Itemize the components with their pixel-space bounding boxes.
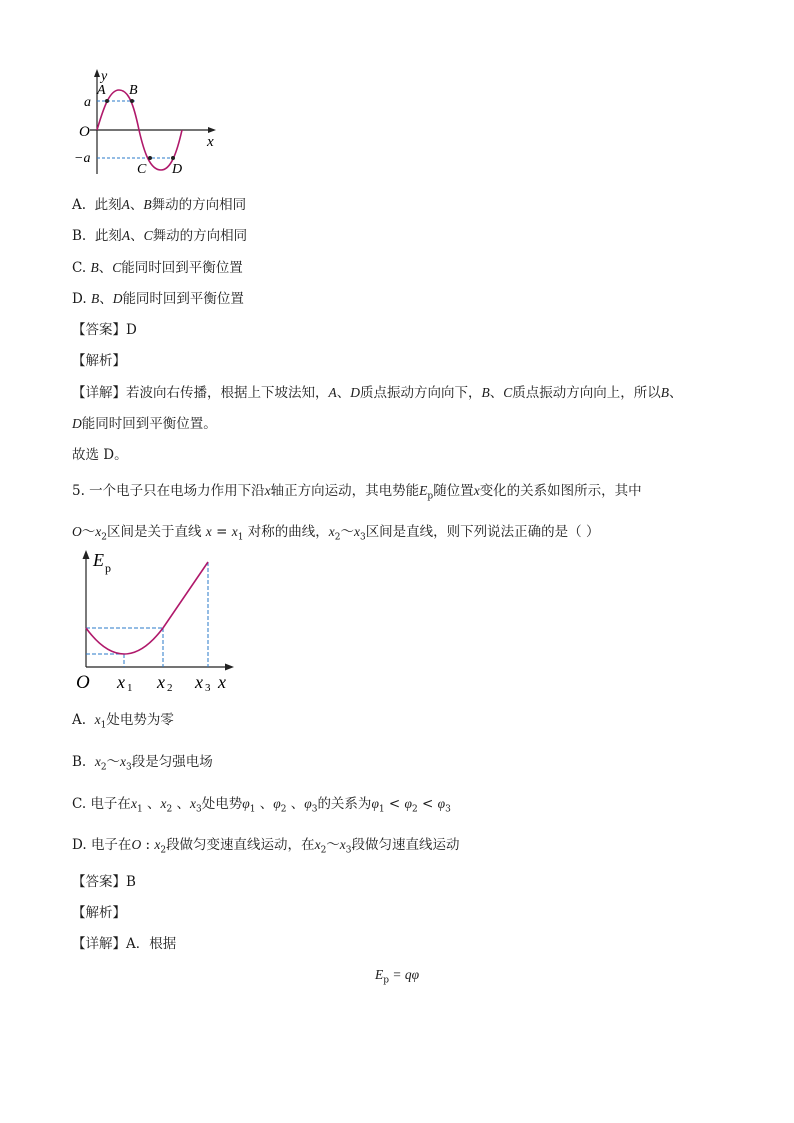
- q4-option-b: B. 此刻A、C舞动的方向相同: [72, 228, 248, 244]
- label-O2: O: [76, 672, 90, 693]
- q5-stem-line-2: $O\sim x_2$区间是关于直线 $x = x_1$ 对称的曲线，$x_2\sim x_3$区间是直线，则下列说法正确的是（ ）: [72, 524, 600, 543]
- q5-formula: $E_p = q\varphi$: [374, 967, 420, 986]
- label-O: O: [79, 124, 90, 140]
- label-B: B: [129, 83, 138, 98]
- ep-y-axis-arrow: [83, 550, 90, 559]
- q4-detail-line-2: D能同时回到平衡位置。: [72, 416, 217, 432]
- label-neg-a: −a: [74, 151, 91, 166]
- point-A: [105, 99, 109, 103]
- q4-detail-line-1: 【详解】若波向右传播，根据上下坡法知，A、D质点振动方向向下，B、C质点振动方向向上，所以B、: [72, 385, 683, 401]
- q5-stem-line-1: 5. 一个电子只在电场力作用下沿x轴正方向运动，其电势能$E_p$随位置x变化的关系如图所示，其中: [72, 483, 642, 502]
- label-x1: x: [117, 672, 125, 692]
- label-A: A: [97, 83, 106, 98]
- y-axis-arrow: [94, 69, 100, 77]
- x-axis-arrow: [208, 127, 216, 133]
- q5-option-a: A. $x_1$处电势为零: [72, 712, 174, 731]
- q4-analysis-tag: 【解析】: [72, 353, 126, 369]
- ep-curve: [86, 562, 208, 654]
- q4-option-d: D. B、D能同时回到平衡位置: [72, 291, 244, 307]
- q5-answer: 【答案】B: [72, 874, 136, 890]
- label-x: x: [207, 134, 214, 150]
- label-x2: x: [157, 672, 165, 692]
- q4-option-a: A. 此刻A、B舞动的方向相同: [72, 197, 247, 213]
- q5-option-c: C. 电子在$x_1$ 、$x_2$ 、$x_3$处电势$\varphi_1$ 、$\varphi_2$ 、$\varphi_3$的关系为$\varphi_1 < \varphi_2 < \varphi_3$: [72, 796, 451, 815]
- label-y: y: [101, 69, 108, 84]
- q4-option-c: C. B、C能同时回到平衡位置: [72, 260, 243, 276]
- label-x2-sub: 2: [167, 682, 173, 694]
- q5-analysis-tag: 【解析】: [72, 905, 126, 921]
- label-x-axis: x: [218, 672, 226, 692]
- point-B: [130, 99, 134, 103]
- ep-x-figure: [74, 548, 244, 692]
- label-Ep-E: E: [93, 550, 104, 570]
- label-D: D: [172, 162, 183, 177]
- q5-option-b: B. $x_2\sim x_3$段是匀强电场: [72, 754, 213, 773]
- q5-option-d: D. 电子在O : $x_2$段做匀变速直线运动，在$x_2\sim x_3$段做匀速直线运动: [72, 837, 460, 856]
- ep-x-axis-arrow: [225, 664, 234, 671]
- label-x1-sub: 1: [127, 682, 133, 694]
- wave-figure: [76, 66, 236, 178]
- q5-detail-line-1: 【详解】A．根据: [72, 936, 177, 952]
- point-C: [148, 156, 152, 160]
- label-C: C: [137, 162, 147, 177]
- label-x3-sub: 3: [205, 682, 211, 694]
- label-a: a: [84, 95, 91, 110]
- label-Ep-p: p: [105, 561, 111, 575]
- q4-answer: 【答案】D: [72, 322, 137, 338]
- q4-conclusion: 故选 D。: [72, 447, 128, 463]
- point-D: [171, 156, 175, 160]
- label-x3: x: [195, 672, 203, 692]
